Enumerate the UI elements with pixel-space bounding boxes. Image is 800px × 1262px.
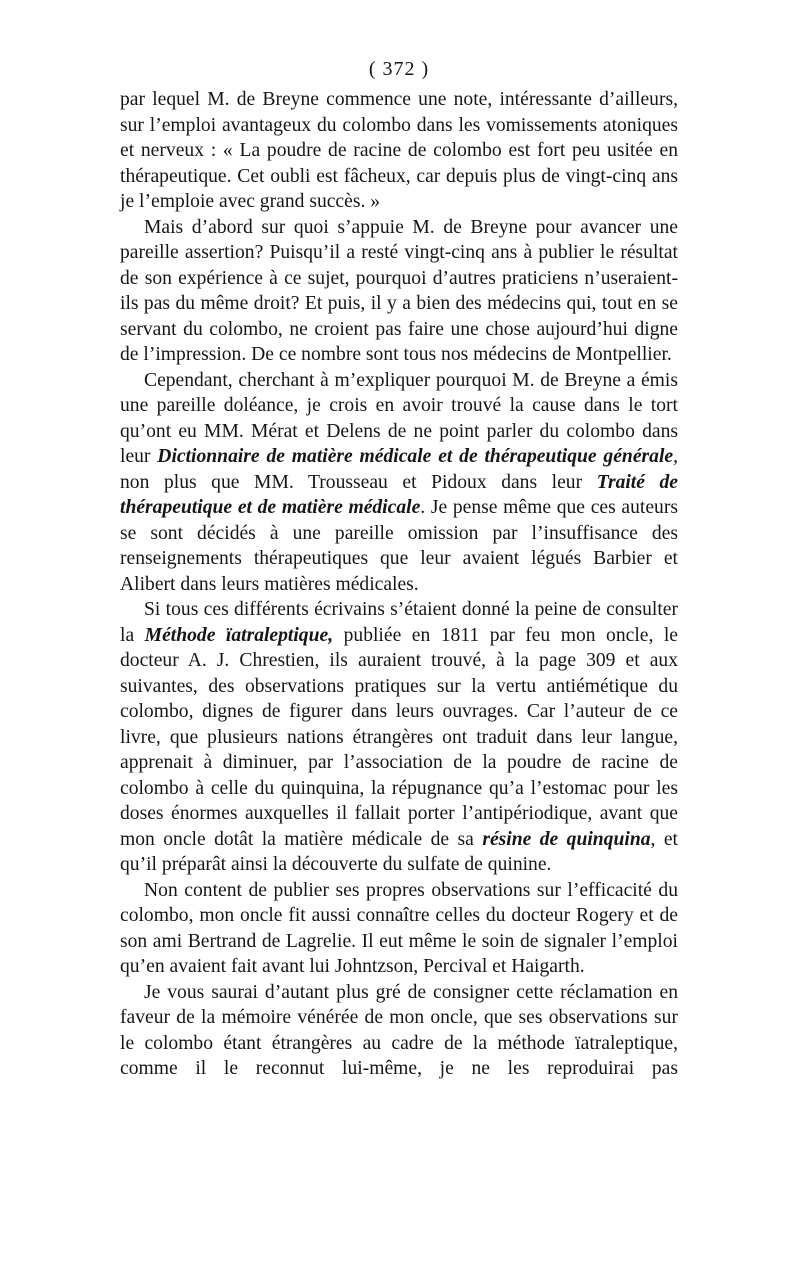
book-title-traite: Traité de thérapeutique et de matière médicale — [120, 471, 679, 518]
book-page — [120, 58, 678, 1082]
paragraph-5 — [120, 878, 678, 980]
text-segment: , et qu’il préparât ainsi la découverte du sulfate de quinine. — [120, 828, 679, 875]
text-segment: Je vous saurai d’autant plus gré de consigner cette réclamation en faveur de la mémoire vénérée de mon oncle, que ses observations sur le colombo étant étrangères au cadre de la méthode ïatraleptique, comme il le reconnut lui-même, je ne les reproduirai pas — [120, 981, 678, 1079]
paragraph-6 — [120, 980, 678, 1082]
book-title-dictionnaire: Dictionnaire de matière médicale et de thérapeutique générale — [157, 446, 674, 467]
text-segment: par lequel M. de Breyne commence une note, intéressante d’ailleurs, sur l’emploi avantageux du colombo dans les vomissements atoniques et nerveux : « La poudre de racine de colombo est fort peu usitée en thérapeutique. Cet oubli est fâcheux, car depuis plus de vingt-cinq ans je l’emploie avec grand succès. » — [120, 89, 678, 212]
text-segment: Mais d’abord sur quoi s’appuie M. de Breyne pour avancer une pareille assertion? Puisqu’il a resté vingt-cinq ans à publier le résultat de son expérience à ce sujet, pourquoi d’autres praticiens n’useraient-ils pas du même droit? Et puis, il y a bien des médecins qui, tout en se servant du colombo, ne croient pas faire une chose aujourd’hui digne de l’impression. De ce nombre sont tous nos médecins de Montpellier. — [120, 216, 678, 365]
paragraph-2 — [120, 215, 678, 368]
text-segment: . Je pense même que ces auteurs se sont décidés à une pareille omission par l’insuffisance des renseignements thérapeutiques que leur avaient légués Barbier et Alibert dans leurs matières médicales. — [120, 497, 678, 595]
text-segment: , non plus que MM. Trousseau et Pidoux dans leur — [120, 446, 678, 493]
book-title-methode: Méthode ïatraleptique, — [144, 624, 334, 646]
text-segment: Cependant, cherchant à m’expliquer pourquoi M. de Breyne a émis une pareille doléance, je crois en avoir trouvé la cause dans le tort qu’ont eu MM. Mérat et Delens de ne point parler du colombo dans leur — [120, 369, 678, 467]
text-segment: publiée en 1811 par feu mon oncle, le docteur A. J. Chrestien, ils auraient trouvé, à la page 309 et aux suivantes, des observations pratiques sur la vertu antiémétique du colombo, dignes de figurer dans leurs ouvrages. Car l’auteur de ce livre, que plusieurs nations étrangères ont traduit dans leur langue, apprenait à diminuer, par l’association de la poudre de racine de colombo à celle du quinquina, la répugnance qu’a l’estomac pour les doses énormes auxquelles il fallait porter l’antipériodique, avant que mon oncle dotât la matière médicale de sa — [120, 624, 679, 850]
italic-resine: résine de quinquina — [482, 828, 651, 850]
paragraph-1 — [120, 87, 678, 215]
page-number: ( 372 ) — [368, 58, 430, 80]
text-segment: Si tous ces différents écrivains s’étaient donné la peine de consulter la — [120, 599, 678, 646]
paragraph-4 — [120, 597, 678, 878]
paragraph-3 — [120, 368, 678, 598]
text-segment: Non content de publier ses propres observations sur l’efficacité du colombo, mon oncle fit aussi connaître celles du docteur Rogery et de son ami Bertrand de Lagrelie. Il eut même le soin de signaler l’emploi qu’en avaient fait avant lui Johntzson, Percival et Haigarth. — [120, 879, 678, 977]
